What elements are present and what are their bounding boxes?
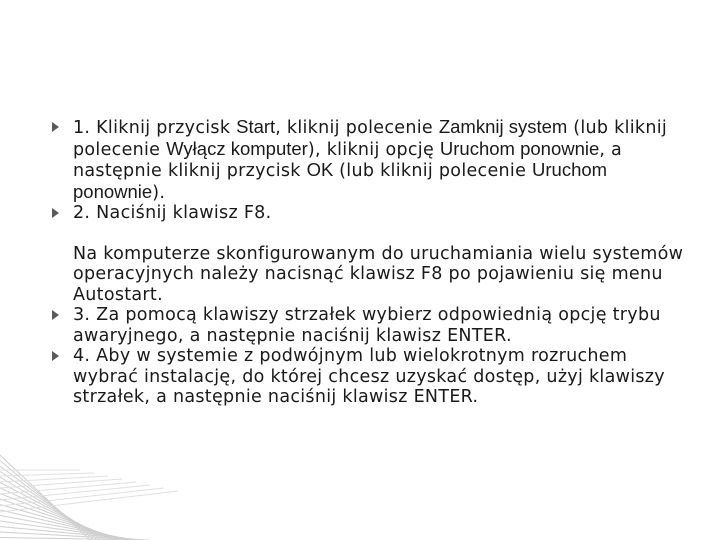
- text-run: (lub kliknij polecenie: [73, 118, 668, 160]
- list-item-step-2: [52, 203, 692, 224]
- deco-line: [0, 527, 142, 540]
- deco-line: [0, 455, 90, 540]
- deco-line: [0, 488, 114, 540]
- note-paragraph: Na komputerze skonfigurowanym do uruchamiania wielu systemów operacyjnych należy nacisnąć klawisz F8 po pojawieniu się menu Autostart.: [73, 243, 684, 305]
- deco-line: [0, 532, 146, 540]
- deco-line: [0, 494, 118, 540]
- bullet-arrow-icon: [52, 310, 59, 320]
- deco-line: [0, 473, 94, 476]
- deco-line: [0, 510, 130, 540]
- bullet-arrow-icon: [52, 122, 59, 132]
- list-item-step-4: [52, 346, 692, 408]
- text-run: (lub kliknij polecenie: [333, 161, 533, 181]
- text-run: 1. Kliknij przycisk: [73, 118, 237, 138]
- step-2-text: 2. Naciśnij klawisz F8.: [73, 203, 272, 223]
- step-3-text: 3. Za pomocą klawiszy strzałek wybierz odpowiednią opcję trybu awaryjnego, a następnie naciśnij klawisz ENTER.: [73, 305, 661, 346]
- keyword: OK: [306, 159, 334, 180]
- deco-line: [0, 472, 102, 540]
- deco-line: [0, 479, 122, 488]
- text-run: ).: [152, 182, 166, 203]
- deco-line: [0, 477, 106, 540]
- deco-line: [0, 488, 164, 506]
- deco-line: [0, 476, 108, 482]
- deco-line: [0, 491, 178, 512]
- bullet-arrow-icon: [52, 351, 59, 361]
- deco-line: [0, 483, 110, 540]
- bullet-arrow-icon: [52, 208, 59, 218]
- keyword: Uruchom ponownie: [439, 137, 600, 159]
- list-item-step-1: [52, 117, 692, 203]
- deco-line: [0, 466, 98, 540]
- deco-line: [0, 485, 150, 500]
- list-item-step-3: [52, 305, 692, 346]
- deco-line: [0, 521, 138, 540]
- slide-content: [52, 117, 692, 408]
- deco-line: [0, 482, 136, 494]
- text-run: , kliknij polecenie: [275, 118, 439, 138]
- keyword: Uruchom ponownie: [73, 159, 608, 202]
- deco-line: [0, 505, 126, 540]
- step-1-text: [73, 118, 667, 203]
- keyword: Start: [236, 116, 276, 137]
- deco-line: [0, 516, 134, 540]
- step-4-text: 4. Aby w systemie z podwójnym lub wielokrotnym rozruchem wybrać instalację, do której chcesz uzyskać dostęp, użyj klawiszy strzałek, a następnie naciśnij klawisz ENTER.: [73, 346, 665, 407]
- keyword: Zamknij system: [438, 116, 568, 137]
- deco-line: [0, 499, 122, 540]
- text-run: ), kliknij opcję: [307, 139, 440, 160]
- text-run: , a następnie kliknij przycisk: [73, 139, 623, 181]
- deco-line: [0, 461, 94, 540]
- keyword: Wyłącz komputer: [166, 137, 308, 159]
